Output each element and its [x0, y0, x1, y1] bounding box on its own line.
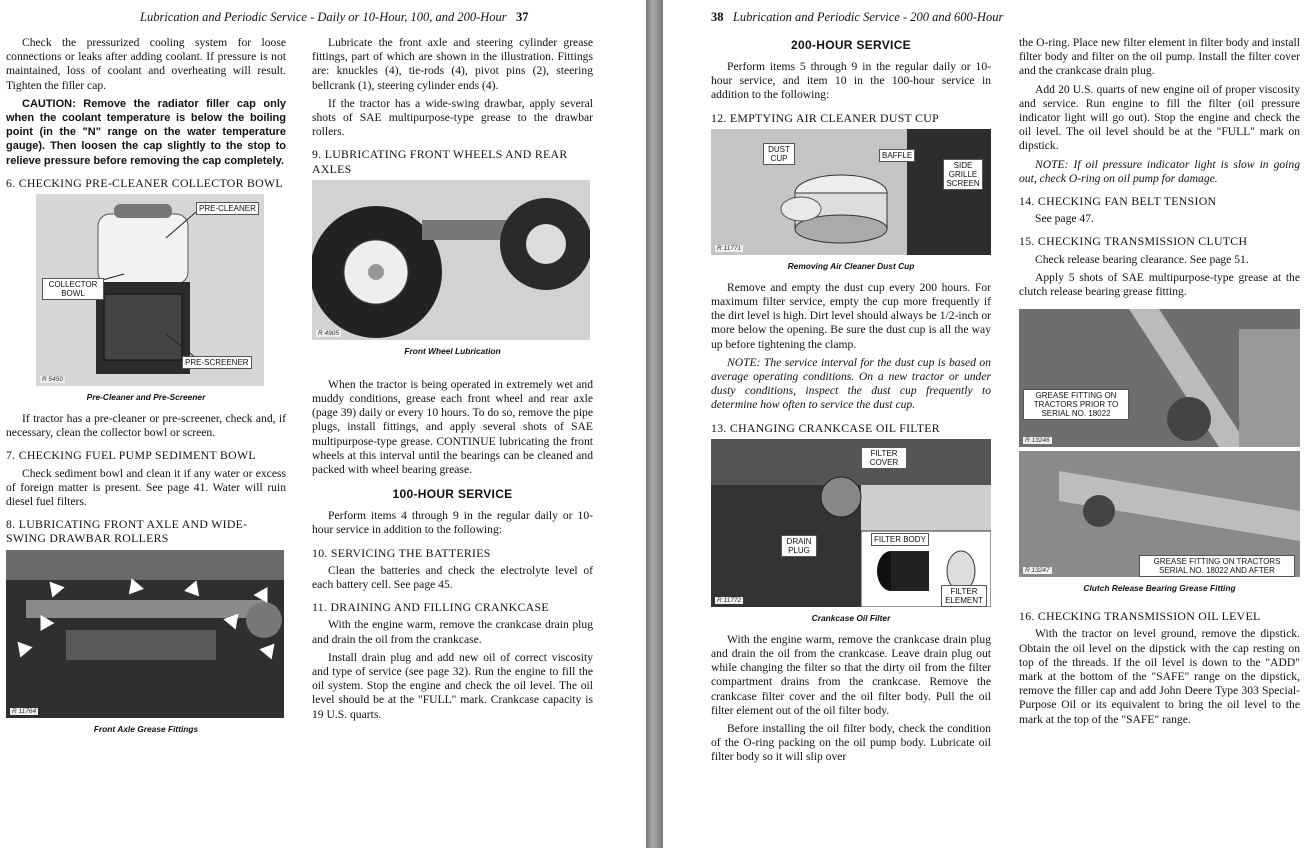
caption-dust-cup: Removing Air Cleaner Dust Cup [787, 260, 915, 271]
right-column-2 [1019, 36, 1300, 731]
right-column-1 [711, 36, 991, 769]
label-grease-fitting-prior: GREASE FITTING ON TRACTORS PRIOR TO SERIAL NO. 18022 [1023, 389, 1129, 420]
figure-ref-number: R 4905 [318, 329, 339, 337]
label-grease-fitting-after: GREASE FITTING ON TRACTORS SERIAL NO. 18022 AND AFTER [1139, 555, 1295, 577]
figure-front-wheel [312, 180, 590, 340]
paragraph-14: See page 47. [1035, 212, 1094, 226]
heading-16: 16. CHECKING TRANSMISSION OIL LEVEL [1019, 609, 1261, 624]
note-12: NOTE: The service interval for the dust cup is based on average operating conditions. On a new tractor or under dusty conditions, inspect the dust cup frequently to determine how often to service the dust cup. [711, 355, 991, 412]
caption-pre-cleaner: Pre-Cleaner and Pre-Screener [86, 392, 206, 403]
paragraph-cooling: Check the pressurized cooling system for loose connections or leaks after adding coolant. If pressure is not maintained, loss of coolant and overheating will result. Tighten the filler cap. [6, 36, 286, 92]
heading-100-hour: 100-HOUR SERVICE [392, 487, 513, 502]
note-13: NOTE: If oil pressure indicator light is slow in going out, check O-ring on oil pump for damage. [1019, 157, 1300, 185]
label-filter-cover: FILTER COVER [861, 447, 907, 469]
label-drain-plug: DRAIN PLUG [781, 535, 817, 557]
left-page-header [140, 10, 529, 25]
caption-front-wheel: Front Wheel Lubrication [404, 345, 501, 356]
label-filter-element: FILTER ELEMENT [941, 585, 987, 607]
left-column-2 [312, 36, 593, 726]
figure-ref-number: R 13246 [1025, 437, 1050, 445]
figure-front-axle [6, 550, 284, 718]
figure-oil-filter [711, 439, 991, 607]
label-pre-screener: PRE-SCREENER [182, 356, 252, 369]
figure-ref-number: R 11771 [717, 244, 742, 252]
left-column-1 [6, 36, 286, 744]
paragraph-11b: Install drain plug and add new oil of correct viscosity and type of service (see page 32). Run the engine to fill the oil system. Stop the engine and check the oil level. The oil level should be at the "FULL" mark. Crankcase capacity is 19 U.S. quarts. [312, 650, 593, 721]
caution-paragraph: CAUTION: Remove the radiator filler cap only when the coolant temperature is below the boiling point (in the "N" range on the water temperature gauge). Then loosen the cap slightly to the stop to relieve pressure before removing the cap completely. [6, 97, 286, 167]
figure-ref-number: R 13247 [1025, 567, 1050, 575]
right-page-number: 38 [711, 10, 724, 24]
paragraph-15a: Check release bearing clearance. See page 51. [1035, 252, 1249, 266]
figure-ref-number: R 5450 [42, 376, 63, 384]
right-page [663, 0, 1309, 848]
front-wheel-illustration [312, 180, 590, 340]
figure-ref-number: R 11772 [717, 596, 742, 604]
paragraph-200: Perform items 5 through 9 in the regular daily or 10-hour service, and item 10 in the 100-hour service in addition to the following: [711, 60, 991, 102]
paragraph-15b: Apply 5 shots of SAE multipurpose-type grease at the clutch release bearing grease fitting. [1019, 270, 1300, 299]
page-gutter [646, 0, 663, 848]
figure-dust-cup [711, 129, 991, 255]
figure-grease-fitting-after [1019, 451, 1300, 577]
left-page-number: 37 [516, 10, 529, 24]
paragraph-13b: Before installing the oil filter body, check the condition of the O-ring packing on the oil pump body. Lubricate oil filter body so it will slip over [711, 722, 991, 764]
heading-9: 9. LUBRICATING FRONT WHEELS AND REAR AXLES [312, 147, 568, 176]
paragraph-13c: the O-ring. Place new filter element in filter body and install filter body and filter on the oil pump. Install the filter cover and the crankcase drain plug. [1019, 36, 1300, 78]
paragraph-7: Check sediment bowl and clean it if any water or excess of foreign matter is present. See page 41. Water will ruin diesel fuel filters. [6, 466, 286, 509]
left-header-title: Lubrication and Periodic Service - Daily or 10-Hour, 100, and 200-Hour [140, 10, 507, 24]
paragraph-6: If tractor has a pre-cleaner or pre-screener, check and, if necessary, clean the collector bowl or screen. [6, 412, 286, 440]
heading-15: 15. CHECKING TRANSMISSION CLUTCH [1019, 234, 1248, 249]
paragraph-100: Perform items 4 through 9 in the regular daily or 10-hour service in addition to the following: [312, 509, 593, 537]
caption-oil-filter: Crankcase Oil Filter [811, 612, 891, 623]
paragraph-9: When the tractor is being operated in extremely wet and muddy conditions, grease each front wheel and rear axle (page 39) daily or every 10 hours. To do so, remove the pipe plugs, install fittings, and apply several shots of SAE multipurpose-type grease. CONTINUE lubricating the front wheels at this interval until the bearings can be cleaned and packed with wheel bearing grease. [312, 377, 593, 477]
heading-14: 14. CHECKING FAN BELT TENSION [1019, 194, 1217, 209]
figure-grease-fitting-prior [1019, 309, 1300, 447]
heading-10: 10. SERVICING THE BATTERIES [312, 545, 491, 560]
right-header-title: Lubrication and Periodic Service - 200 and 600-Hour [732, 10, 1004, 24]
label-pre-cleaner: PRE-CLEANER [196, 202, 259, 215]
heading-7: 7. CHECKING FUEL PUMP SEDIMENT BOWL [6, 448, 256, 463]
caption-front-axle: Front Axle Grease Fittings [93, 723, 199, 734]
figure-pre-cleaner [36, 194, 264, 386]
label-side-grille-screen: SIDE GRILLE SCREEN [943, 159, 983, 190]
paragraph-8b: If the tractor has a wide-swing drawbar, apply several shots of SAE multipurpose-type grease to the drawbar rollers. [312, 96, 593, 139]
paragraph-8a: Lubricate the front axle and steering cylinder grease fittings, part of which are shown in the illustration. Fittings are: knuckles (4), tie-rods (4), pivot pins (2), steering bellcrank (1), steering cylinder ends (4). [312, 36, 593, 92]
paragraph-12: Remove and empty the dust cup every 200 hours. For maximum filter service, empty the cup more frequently if the dirt level is high. Dirt level should always be 1/2-inch or more below the opening. Be sure the dust cup is all the way up before tightening the clamp. [711, 280, 991, 351]
caption-clutch-fitting: Clutch Release Bearing Grease Fitting [1083, 583, 1236, 594]
label-baffle: BAFFLE [879, 149, 915, 162]
right-page-header [711, 10, 1003, 25]
paragraph-16: With the tractor on level ground, remove the dipstick. Obtain the oil level on the dipstick with the cap resting on top of the threads. If the oil level is down to the "ADD" mark at the bottom of the "SAFE" range on the dipstick, remove the filler cap and add John Deere Type 303 Special-Purpose Oil or its equivalent to bring the oil level to the mark at the top of the "SAFE" range. [1019, 627, 1300, 726]
heading-13: 13. CHANGING CRANKCASE OIL FILTER [711, 420, 940, 435]
grease-fitting-prior-illustration [1019, 309, 1300, 447]
label-collector-bowl: COLLECTOR BOWL [42, 278, 104, 300]
paragraph-13a: With the engine warm, remove the crankcase drain plug and drain the oil from the crankcase. Leave drain plug out while changing the filter so that the dirty oil from the filter compartment drains from the crankcase. Remove the crankcase filter cover and the oil filter body. Pull the oil filter element out of the oil filter body. [711, 632, 991, 717]
dust-cup-illustration [711, 129, 991, 255]
paragraph-11a: With the engine warm, remove the crankcase drain plug and drain the oil from the crankcase. [312, 618, 593, 646]
figure-ref-number: R 11764 [12, 707, 37, 715]
heading-12: 12. EMPTYING AIR CLEANER DUST CUP [711, 110, 939, 125]
heading-11: 11. DRAINING AND FILLING CRANKCASE [312, 600, 549, 615]
label-filter-body: FILTER BODY [871, 533, 929, 546]
paragraph-10: Clean the batteries and check the electrolyte level of each battery cell. See page 45. [312, 563, 593, 592]
heading-200-hour: 200-HOUR SERVICE [791, 38, 911, 52]
paragraph-13d: Add 20 U.S. quarts of new engine oil of proper viscosity and service. Run engine to fill the filter (oil pressure indicator light will go out). Stop the engine and check the oil level. The oil level should be at the "FULL" mark on dipstick. [1019, 82, 1300, 153]
front-axle-illustration [6, 550, 284, 718]
heading-6: 6. CHECKING PRE-CLEANER COLLECTOR BOWL [6, 175, 283, 190]
label-dust-cup: DUST CUP [763, 143, 795, 165]
left-page [0, 0, 646, 848]
heading-8: 8. LUBRICATING FRONT AXLE AND WIDE-SWING DRAWBAR ROLLERS [6, 517, 248, 546]
oil-filter-illustration [711, 439, 991, 607]
